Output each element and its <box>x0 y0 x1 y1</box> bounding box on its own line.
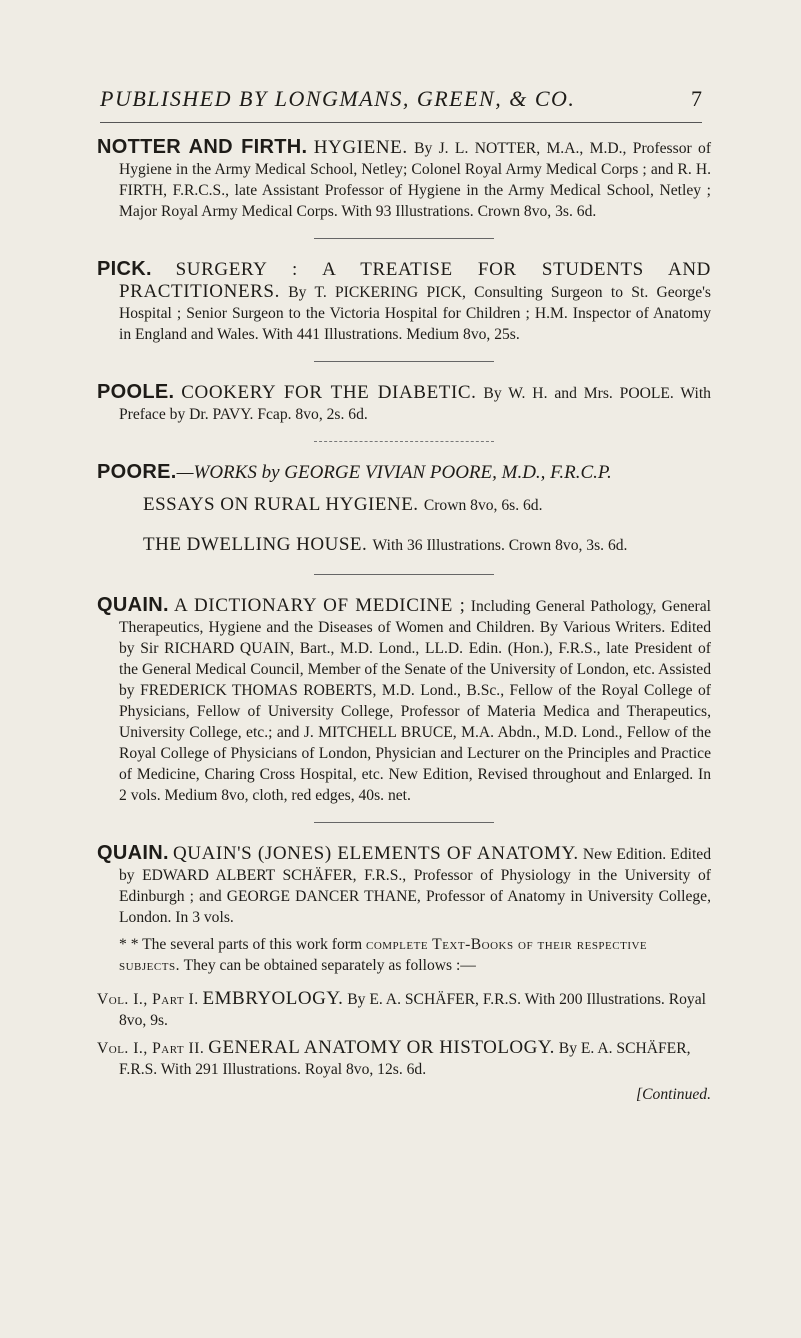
entry-author: NOTTER AND FIRTH. <box>97 136 308 158</box>
entry-poole <box>97 382 711 425</box>
work-detail: Crown 8vo, 6s. 6d. <box>423 497 543 514</box>
page-number: 7 <box>691 86 702 111</box>
work-detail: With 36 Illustrations. Crown 8vo, 3s. 6d. <box>372 537 628 554</box>
volume-label: Vol. I., Part II. <box>97 1040 205 1057</box>
entry-author: QUAIN. <box>97 594 169 616</box>
poore-work-1 <box>97 494 711 516</box>
entry-title: COOKERY FOR THE DIABETIC. <box>181 382 477 403</box>
entry-text: By J. L. NOTTER, M.A., M.D., Professor of Hygiene in the Army Medical School, Netley; Colonel Royal Army Medical Corps ; and R. H. FIRTH, F.R.C.S., late Assistant Professor of Hygiene in the Army Medical School, Netley ; Major Royal Army Medical Corps. With 93 Illustrations. Crown 8vo, 3s. 6d. <box>119 140 712 220</box>
entry-text: By T. PICKERING PICK, Consulting Surgeon to St. George's Hospital ; Senior Surgeon to the Victoria Hospital for Children ; H.M. Inspector of Anatomy in England and Wales. With 441 Illustrations. Medium 8vo, 25s. <box>119 284 711 343</box>
volume-title: GENERAL ANATOMY OR HISTOLOGY. <box>208 1037 555 1058</box>
entry-quain-dictionary <box>97 595 711 806</box>
entry-notter <box>97 137 711 222</box>
entry-text: Including General Pathology, General Therapeutics, Hygiene and the Diseases of Women and Children. By Various Writers. Edited by Sir RICHARD QUAIN, Bart., M.D. Lond., LL.D. Edin. (Hon.), F.R.S., late President of the General Medical Council, Member of the Senate of the University of London, etc. Assisted by FREDERICK THOMAS ROBERTS, M.D. Lond., B.Sc., Fellow of the Royal College of Physicians, Fellow of University College, Professor of Materia Medica and Therapeutics, University College, etc.; and J. MITCHELL BRUCE, M.A. Abdn., M.D. Lond., Fellow of the Royal College of Physicians of London, Physician and Lecturer on the Principles and Practice of Medicine, Charing Cross Hospital, etc. New Edition, Revised throughout and Enlarged. In 2 vols. Medium 8vo, cloth, red edges, 40s. net. <box>119 598 711 804</box>
entry-text: By W. H. and Mrs. POOLE. With Preface by Dr. PAVY. Fcap. 8vo, 2s. 6d. <box>119 385 711 423</box>
entry-text: New Edition. Edited by EDWARD ALBERT SCHÄFER, F.R.S., Professor of Physiology in the University of Edinburgh ; and GEORGE DANCER THANE, Professor of Anatomy in University College, London. In 3 vols. <box>119 846 712 926</box>
entry-title: SURGERY : A TREATISE FOR STUDENTS AND PRACTITIONERS. <box>119 259 711 302</box>
separator <box>314 361 494 362</box>
separator <box>314 822 494 823</box>
volume-label: Vol. I., Part I. <box>97 991 199 1008</box>
entry-author: POOLE. <box>97 381 175 403</box>
volume-title: EMBRYOLOGY. <box>202 988 344 1009</box>
entry-author: POORE. <box>97 461 177 483</box>
work-title: ESSAYS ON RURAL HYGIENE. <box>143 494 419 515</box>
note-small-caps: complete Text-Books of their respective subjects. <box>119 936 648 974</box>
volume-1-part-2 <box>97 1037 711 1080</box>
poore-work-2 <box>97 534 711 556</box>
entry-quain-anatomy <box>97 843 711 928</box>
separator <box>314 238 494 239</box>
running-title: PUBLISHED BY LONGMANS, GREEN, & CO. <box>100 86 576 111</box>
entry-author: QUAIN. <box>97 842 169 864</box>
entry-author: PICK. <box>97 258 152 280</box>
note-prefix: * * The several parts of this work form <box>119 936 363 953</box>
separator <box>314 574 494 575</box>
note-suffix: They can be obtained separately as follows :— <box>183 957 476 974</box>
volume-1-part-1 <box>97 988 711 1031</box>
volume-text: By E. A. SCHÄFER, F.R.S. With 200 Illustrations. Royal 8vo, 9s. <box>119 991 706 1029</box>
work-title: THE DWELLING HOUSE. <box>143 534 368 555</box>
entry-poore <box>97 462 711 484</box>
entry-title: HYGIENE. <box>313 137 408 158</box>
header-rule <box>100 122 702 123</box>
entry-pick <box>97 259 711 345</box>
entry-title: A DICTIONARY OF MEDICINE ; <box>174 595 466 616</box>
entry-title: QUAIN'S (JONES) ELEMENTS OF ANATOMY. <box>172 843 579 864</box>
entry-heading: —WORKS by GEORGE VIVIAN POORE, M.D., F.R.C.P. <box>176 462 612 483</box>
volume-text: By E. A. SCHÄFER, F.R.S. With 291 Illustrations. Royal 8vo, 12s. 6d. <box>119 1040 691 1078</box>
separator <box>314 441 494 442</box>
continued-note: [Continued. <box>636 1086 711 1103</box>
running-head <box>100 86 702 116</box>
catalogue-content <box>97 137 711 1104</box>
anatomy-note <box>97 934 711 976</box>
